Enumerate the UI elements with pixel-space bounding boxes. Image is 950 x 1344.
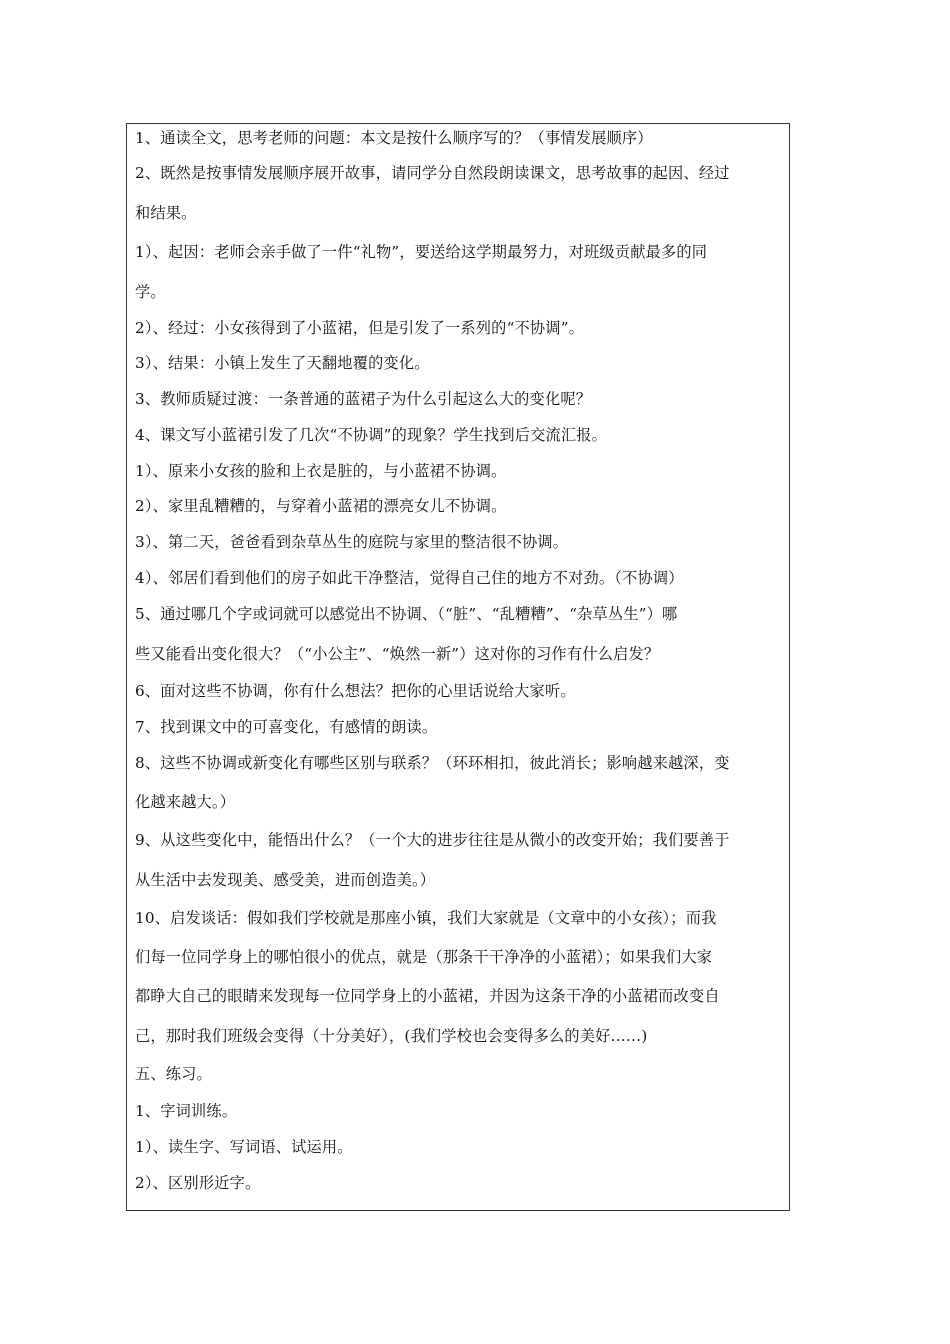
text-line: 1）、起因：老师会亲手做了一件“礼物”，要送给这学期最努力，对班级贡献最多的同 <box>135 243 708 261</box>
text-line: 些又能看出变化很大？（“小公主”、“焕然一新”）这对你的习作有什么启发？ <box>135 645 660 663</box>
text-line: 7、找到课文中的可喜变化，有感情的朗读。 <box>135 718 438 736</box>
text-line: 1）、原来小女孩的脸和上衣是脏的，与小蓝裙不协调。 <box>135 462 507 480</box>
text-line: 9、从这些变化中，能悟出什么？（一个大的进步往往是从微小的改变开始；我们要善于 <box>135 831 730 849</box>
text-line: 学。 <box>135 283 166 301</box>
text-line: 2、既然是按事情发展顺序展开故事，请同学分自然段朗读课文，思考故事的起因、经过 <box>135 164 730 182</box>
text-line: 们每一位同学身上的哪怕很小的优点，就是（那条干干净净的小蓝裙）；如果我们大家 <box>135 948 713 966</box>
text-line: 1）、读生字、写词语、试运用。 <box>135 1138 353 1156</box>
text-line: 己，那时我们班级会变得（十分美好），(我们学校也会变得多么的美好……) <box>135 1027 648 1045</box>
text-line: 1、通读全文，思考老师的问题：本文是按什么顺序写的？（事情发展顺序） <box>135 129 653 147</box>
text-line: 都睁大自己的眼睛来发现每一位同学身上的小蓝裙，并因为这条干净的小蓝裙而改变自 <box>135 987 720 1005</box>
section-heading: 五、练习。 <box>135 1065 212 1083</box>
text-line: 3）、结果：小镇上发生了天翻地覆的变化。 <box>135 354 430 372</box>
text-line: 6、面对这些不协调，你有什么想法？把你的心里话说给大家听。 <box>135 682 576 700</box>
text-line: 10、启发谈话：假如我们学校就是那座小镇，我们大家就是（文章中的小女孩）；而我 <box>135 909 717 927</box>
text-line: 2）、家里乱糟糟的，与穿着小蓝裙的漂亮女儿不协调。 <box>135 497 507 515</box>
text-line: 3）、第二天，爸爸看到杂草丛生的庭院与家里的整洁很不协调。 <box>135 533 569 551</box>
text-line: 8、这些不协调或新变化有哪些区别与联系？（环环相扣，彼此消长；影响越来越深，变 <box>135 754 730 772</box>
text-line: 从生活中去发现美、感受美，进而创造美。） <box>135 871 436 889</box>
text-line: 2）、经过：小女孩得到了小蓝裙，但是引发了一系列的“不协调”。 <box>135 319 585 337</box>
text-line: 1、字词训练。 <box>135 1102 238 1120</box>
text-line: 4、课文写小蓝裙引发了几次“不协调”的现象？学生找到后交流汇报。 <box>135 426 608 444</box>
text-line: 3、教师质疑过渡：一条普通的蓝裙子为什么引起这么大的变化呢？ <box>135 390 592 408</box>
text-line: 化越来越大。） <box>135 793 236 811</box>
text-line: 和结果。 <box>135 204 197 222</box>
text-line: 5、通过哪几个字或词就可以感觉出不协调、（“脏”、“乱糟糟”、“杂草丛生”）哪 <box>135 605 678 623</box>
text-line: 4）、邻居们看到他们的房子如此干净整洁，觉得自己住的地方不对劲。（不协调） <box>135 569 684 587</box>
text-line: 2）、区别形近字。 <box>135 1174 261 1192</box>
